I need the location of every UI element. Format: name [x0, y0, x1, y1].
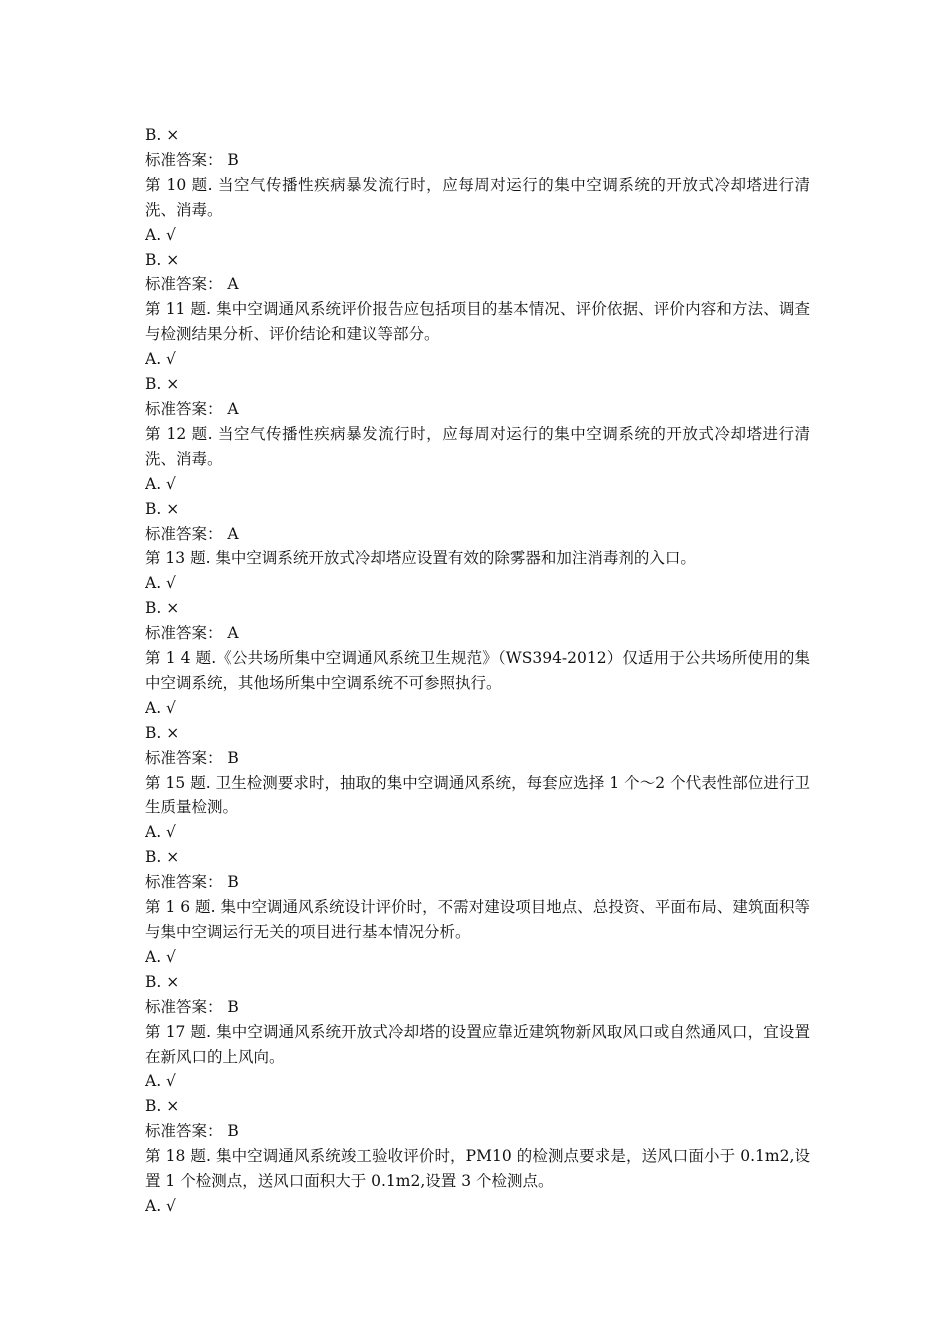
option-line: B. ×	[145, 1097, 180, 1116]
option-line: A. √	[145, 574, 176, 593]
option-line: B. ×	[145, 599, 180, 618]
option-line: B. ×	[145, 972, 180, 991]
question-text: 第 1 4 题.《公共场所集中空调通风系统卫生规范》（WS394-2012）仅适用于公共场所使用的集中空调系统，其他场所集中空调系统不可参照执行。	[145, 649, 810, 692]
question-text: 第 11 题. 集中空调通风系统评价报告应包括项目的基本情况、评价依据、评价内容和方法、调查与检测结果分析、评价结论和建议等部分。	[145, 300, 810, 344]
option-line: B. ×	[145, 499, 180, 518]
option-line: A. √	[145, 225, 176, 244]
answer-line: 标准答案： B	[145, 873, 239, 892]
answer-line: 标准答案： A	[145, 399, 239, 418]
option-line: A. √	[145, 823, 176, 842]
question-text: 第 15 题. 卫生检测要求时，抽取的集中空调通风系统，每套应选择 1 个～2 个代表性部位进行卫生质量检测。	[145, 773, 810, 817]
option-line: A. √	[145, 698, 176, 717]
question-text: 第 13 题. 集中空调系统开放式冷却塔应设置有效的除雾器和加注消毒剂的入口。	[145, 549, 696, 568]
option-line: B. ×	[145, 723, 180, 742]
question-text: 第 1 6 题. 集中空调通风系统设计评价时，不需对建设项目地点、总投资、平面布局、建筑面积等与集中空调运行无关的项目进行基本情况分析。	[145, 898, 810, 941]
option-line: B. ×	[145, 848, 180, 867]
option-line: B. ×	[145, 126, 180, 144]
answer-line: 标准答案： A	[145, 275, 239, 294]
answer-line: 标准答案： A	[145, 524, 239, 543]
answer-line: 标准答案： B	[145, 997, 239, 1016]
question-text: 第 18 题. 集中空调通风系统竣工验收评价时，PM10 的检测点要求是，送风口面小于 0.1m2,设置 1 个检测点，送风口面积大于 0.1m2,设置 3 个检测点。	[145, 1147, 810, 1191]
option-line: A. √	[145, 350, 176, 369]
answer-line: 标准答案： B	[145, 150, 239, 169]
option-line: A. √	[145, 474, 176, 493]
option-line: A. √	[145, 947, 176, 966]
option-line: A. √	[145, 1072, 176, 1091]
answer-line: 标准答案： B	[145, 748, 239, 767]
answer-line: 标准答案： B	[145, 1122, 239, 1141]
option-line: B. ×	[145, 375, 180, 394]
answer-line: 标准答案： A	[145, 624, 239, 643]
option-line: A. √	[145, 1196, 176, 1215]
question-text: 第 10 题. 当空气传播性疾病暴发流行时，应每周对运行的集中空调系统的开放式冷却塔进行清洗、消毒。	[145, 175, 810, 219]
question-text: 第 12 题. 当空气传播性疾病暴发流行时，应每周对运行的集中空调系统的开放式冷却塔进行清洗、消毒。	[145, 424, 810, 468]
option-line: B. ×	[145, 250, 180, 269]
document-page	[145, 123, 810, 1219]
question-text: 第 17 题. 集中空调通风系统开放式冷却塔的设置应靠近建筑物新风取风口或自然通风口，宜设置在新风口的上风向。	[145, 1022, 810, 1066]
